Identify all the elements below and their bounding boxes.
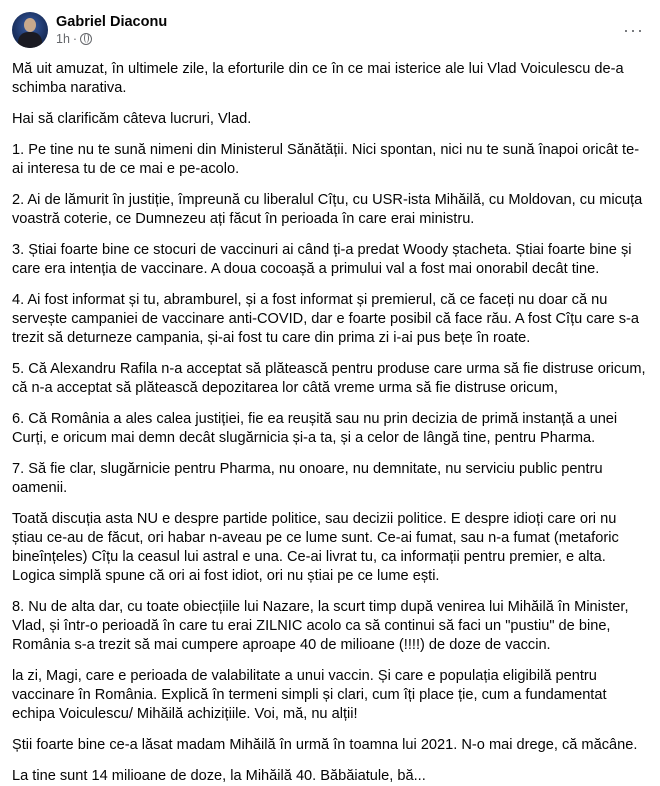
post-paragraph: 6. Că România a ales calea justiției, fie ea reușită sau nu prin decizia de primă instanță a unei Curți, e oricum mai demn decât slugărnicia și-a ta, și a celor de lângă tine, pentru Pharma. bbox=[12, 411, 618, 446]
globe-icon bbox=[80, 33, 92, 45]
post-text bbox=[12, 60, 648, 786]
post-paragraph: 3. Știai foarte bine ce stocuri de vaccinuri ai când ți-a predat Woody ștacheta. Știai foarte bine și care era intenția de vaccinare. A doua cocoașă a primului val a fost mai onorabil decât tine. bbox=[12, 242, 632, 277]
post-paragraph: 2. Ai de lămurit în justiție, împreună cu liberalul Cîțu, cu USR-ista Mihăilă, cu Moldovan, cu micuța voastră coterie, ce Dumnezeu ați făcut în perioada în care erai ministru. bbox=[12, 192, 643, 227]
post-paragraph: 5. Că Alexandru Rafila n-a acceptat să plătească pentru produse care urma să fie distruse oricum, că n-a acceptat să plătească depozitarea lor câtă vreme urma să fie distruse oricum, bbox=[12, 361, 646, 396]
post-paragraph: Mă uit amuzat, în ultimele zile, la eforturile din ce în ce mai isterice ale lui Vlad Voiculescu de-a schimba narativa. bbox=[12, 61, 624, 96]
more-options-button[interactable]: ··· bbox=[623, 19, 644, 40]
post-paragraph: 1. Pe tine nu te sună nimeni din Ministerul Sănătății. Nici spontan, nici nu te sună înapoi oricât te-ai interesa tu de ce mai e pe-acolo. bbox=[12, 142, 640, 177]
post-timestamp[interactable]: 1h bbox=[56, 32, 70, 46]
post-paragraph: La tine sunt 14 milioane de doze, la Mihăilă 40. Băbăiatule, bă... bbox=[12, 768, 426, 784]
post-paragraph: 8. Nu de alta dar, cu toate obiecțiile lui Nazare, la scurt timp după venirea lui Mihăilă în Minister, Vlad, și într-o perioadă în care tu erai ZILNIC acolo ca să continui să faci un "pustiu" de bine, România s-a trezit să mai cumpere aproape 40 de milioane (!!!!) de doze de vaccin. bbox=[12, 599, 629, 653]
post-paragraph: 4. Ai fost informat și tu, abramburel, și a fost informat și premierul, că ce faceți nu doar că nu servește campaniei de vaccinare anti-COVID, dar e foarte posibil că face rău. A fost Cîțu care s-a trezit să deturneze campania, și-ai fost tu care din prima zi i-ai pus bețe în roate. bbox=[12, 292, 640, 346]
avatar-body bbox=[18, 32, 42, 48]
post-time-row bbox=[56, 31, 167, 47]
post-paragraph: Hai să clarificăm câteva lucruri, Vlad. bbox=[12, 111, 252, 127]
avatar-head bbox=[24, 18, 36, 32]
post-paragraph: Știi foarte bine ce-a lăsat madam Mihăilă în urmă în toamna lui 2021. N-o mai drege, că măcâne. bbox=[12, 737, 638, 753]
post-header bbox=[12, 10, 648, 50]
time-separator: · bbox=[72, 32, 78, 46]
author-avatar[interactable] bbox=[12, 12, 48, 48]
post-paragraph: Toată discuția asta NU e despre partide politice, sau decizii politice. E despre idioți care ori nu știau ce-au de făcut, ori habar n-aveau pe ce lume sunt. Ce-ai fumat, sau n-a fumat (metaforic bineînțeles) Cîțu la ceasul lui astral e una. Ce-ai livrat tu, ca informații pentru premier, e alta. Logica simplă spune că ori ai fost idiot, ori nu știai pe ce lume ești. bbox=[12, 511, 619, 584]
post-meta bbox=[56, 13, 167, 47]
post-paragraph: 7. Să fie clar, slugărnicie pentru Pharma, nu onoare, nu demnitate, nu serviciu public pentru oamenii. bbox=[12, 461, 603, 496]
post-paragraph: la zi, Magi, care e perioada de valabilitate a unui vaccin. Și care e populația eligibilă pentru vaccinare în România. Explică în termeni simpli și clari, cum îți place ție, cum a fundamentat echipa Voiculescu/ Mihăilă achizițiile. Voi, mă, nu alții! bbox=[12, 668, 607, 722]
author-name[interactable]: Gabriel Diaconu bbox=[56, 14, 168, 30]
